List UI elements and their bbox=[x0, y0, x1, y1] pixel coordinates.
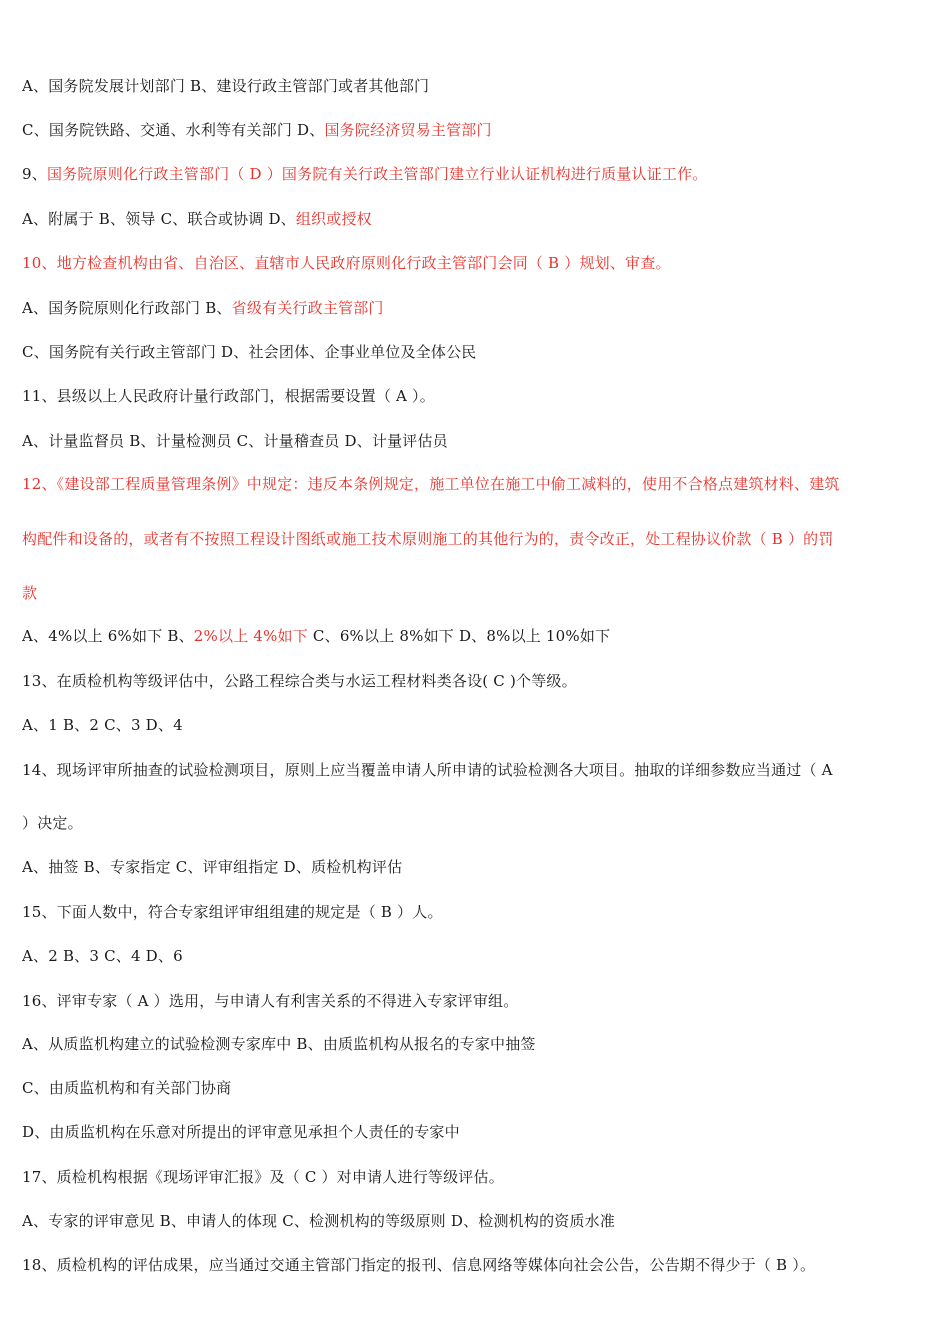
answer-highlight: 组织或授权 bbox=[295, 210, 372, 228]
text: 12、《建设部工程质量管理条例》中规定：违反本条例规定，施工单位在施工中偷工减料的，使用不合格点建筑材料、建筑 bbox=[22, 475, 840, 493]
answer-highlight: 省级有关行政主管部门 bbox=[231, 299, 384, 317]
text: C、国务院有关行政主管部门 D、社会团体、企事业单位及全体公民 bbox=[22, 343, 477, 361]
option-line-q16-ab bbox=[22, 1033, 934, 1054]
text: 18、质检机构的评估成果，应当通过交通主管部门指定的报刊、信息网络等媒体向社会公告，公告期不得少于（ B ）。 bbox=[22, 1256, 816, 1274]
text: D、由质监机构在乐意对所提出的评审意见承担个人责任的专家中 bbox=[22, 1123, 460, 1141]
question-text-highlight: 国务院原则化行政主管部门（ D ）国务院有关行政主管部门建立行业认证机构进行质量认证工作。 bbox=[46, 165, 708, 183]
text: A、专家的评审意见 B、申请人的体现 C、检测机构的等级原则 D、检测机构的资质水准 bbox=[22, 1212, 616, 1230]
question-12-line-3 bbox=[22, 582, 934, 603]
text: 15、下面人数中，符合专家组评审组组建的规定是（ B ）人。 bbox=[22, 903, 443, 921]
option-line-q16-d bbox=[22, 1121, 934, 1142]
option-line-q10-ab bbox=[22, 297, 934, 318]
question-number: 10、 bbox=[22, 254, 57, 272]
option-line-q15 bbox=[22, 945, 934, 966]
option-line-q13 bbox=[22, 714, 934, 735]
answer-highlight: 国务院经济贸易主管部门 bbox=[324, 121, 492, 139]
text: A、国务院原则化行政部门 B、 bbox=[22, 299, 232, 317]
text: A、附属于 B、领导 C、联合或协调 D、 bbox=[22, 210, 296, 228]
answer-highlight: 2%以上 4%如下 bbox=[193, 627, 308, 645]
question-18 bbox=[22, 1254, 934, 1275]
text: A、从质监机构建立的试验检测专家库中 B、由质监机构从报名的专家中抽签 bbox=[22, 1035, 536, 1053]
option-line-q8-cd bbox=[22, 119, 934, 140]
text: 11、县级以上人民政府计量行政部门，根据需要设置（ A ）。 bbox=[22, 387, 435, 405]
question-17 bbox=[22, 1166, 934, 1187]
text: ）决定。 bbox=[22, 814, 83, 832]
text: A、抽签 B、专家指定 C、评审组指定 D、质检机构评估 bbox=[22, 858, 403, 876]
text: A、4%以上 6%如下 B、 bbox=[22, 627, 194, 645]
question-13 bbox=[22, 670, 934, 691]
text: C、国务院铁路、交通、水利等有关部门 D、 bbox=[22, 121, 325, 139]
option-line-q17 bbox=[22, 1210, 934, 1231]
text: A、计量监督员 B、计量检测员 C、计量稽查员 D、计量评估员 bbox=[22, 432, 448, 450]
question-11 bbox=[22, 385, 934, 406]
question-12-line-2 bbox=[22, 528, 934, 549]
question-14-line-2 bbox=[22, 812, 934, 833]
text: 14、现场评审所抽查的试验检测项目，原则上应当覆盖申请人所申请的试验检测各大项目。抽取的详细参数应当通过（ A bbox=[22, 761, 833, 779]
text: A、1 B、2 C、3 D、4 bbox=[22, 716, 183, 734]
question-9 bbox=[22, 163, 934, 184]
text: A、国务院发展计划部门 B、建设行政主管部门或者其他部门 bbox=[22, 77, 430, 95]
text: A、2 B、3 C、4 D、6 bbox=[22, 947, 183, 965]
text: 17、质检机构根据《现场评审汇报》及（ C ）对申请人进行等级评估。 bbox=[22, 1168, 504, 1186]
option-line-q12 bbox=[22, 625, 934, 646]
text: C、由质监机构和有关部门协商 bbox=[22, 1079, 232, 1097]
option-line-q11 bbox=[22, 430, 934, 451]
option-line-q16-c bbox=[22, 1077, 934, 1098]
option-line-q10-cd bbox=[22, 341, 934, 362]
question-text-highlight: 地方检查机构由省、自治区、直辖市人民政府原则化行政主管部门会同（ B ）规划、审查。 bbox=[56, 254, 671, 272]
option-line-q14 bbox=[22, 856, 934, 877]
question-10 bbox=[22, 252, 934, 273]
text: 构配件和设备的，或者有不按照工程设计图纸或施工技术原则施工的其他行为的，责令改正，处工程协议价款（ B ）的罚 bbox=[22, 530, 834, 548]
option-line-q9 bbox=[22, 208, 934, 229]
text: 13、在质检机构等级评估中，公路工程综合类与水运工程材料类各设( C )个等级。 bbox=[22, 672, 577, 690]
option-line-q8-ab bbox=[22, 75, 934, 96]
question-15 bbox=[22, 901, 934, 922]
question-16 bbox=[22, 990, 934, 1011]
text: C、6%以上 8%如下 D、8%以上 10%如下 bbox=[307, 627, 611, 645]
text: 款 bbox=[22, 584, 38, 602]
text: 16、评审专家（ A ）选用，与申请人有利害关系的不得进入专家评审组。 bbox=[22, 992, 519, 1010]
question-number: 9、 bbox=[22, 165, 47, 183]
question-14-line-1 bbox=[22, 759, 934, 780]
question-12-line-1 bbox=[22, 473, 934, 494]
